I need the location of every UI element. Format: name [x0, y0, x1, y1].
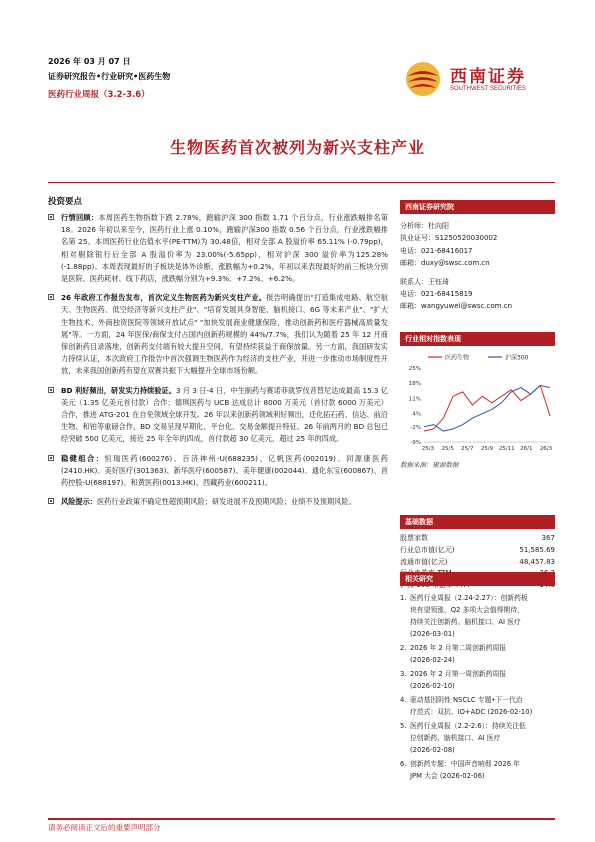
x-tick-label: 25/7 — [461, 446, 474, 452]
x-tick-label: 25/11 — [498, 446, 515, 452]
series-line — [424, 385, 550, 431]
fundamentals-label: 流通市值(亿元) — [400, 557, 448, 566]
related-item — [400, 592, 555, 640]
bullet-square-icon — [48, 498, 54, 504]
contact-line: 联系人：王钰琦 — [400, 277, 449, 286]
bullet-lead: 26 年政府工作报告发布，首次定义生物医药为新兴支柱产业。 — [61, 293, 267, 303]
title-divider — [48, 182, 555, 183]
bullet-item — [48, 292, 388, 377]
related-line: 疗范式：双抗、IO+ADC (2026-02-10) — [410, 708, 533, 716]
x-tick-label: 26/3 — [539, 446, 553, 452]
report-date: 2026 年 03 月 07 日 — [48, 57, 131, 66]
related-list — [400, 592, 555, 782]
analyst-info — [400, 220, 555, 270]
related-line: (2026-03-01) — [410, 630, 455, 638]
sidebar-institute — [400, 200, 555, 313]
related-number: 5. — [400, 722, 407, 730]
fundamentals-value: 367 — [541, 534, 555, 542]
related-line: 块有望领涨，Q2 多项大会值得期待， — [410, 606, 524, 614]
legend-label: 沪深300 — [505, 354, 529, 362]
y-tick-label: 25% — [408, 366, 421, 372]
related-number: 4. — [400, 696, 407, 704]
related-line: 持续关注创新药、脑机接口、AI 医疗 — [410, 618, 521, 626]
bullet-text: 报告明确提出"打造集成电路、航空航天、生物医药、低空经济等新兴支柱产业"、"培育发展具身智能、脑机接口、6G 等未来产业"、"扩大生物技术、外商独资医院等领域开放试点" "加快发展商业健康保险，推动创新药和医疗器械高质量发展"等。一方面，24 年医保/商保支付占国内创新药规模的 44%/7.7%，我们认为随着 25 年 12 月商保创新药目录落地，创新药支付端有较大提升空间，有望持续获益于商保放量。另一方面，我国研发实力持续认证，本次政府工作报告中首次强调生物医药作为经济的支柱产业，并进一步推动市场制度性开放，未来我国创新药有望在双赛共振下大幅提升全球市场份额。 — [61, 293, 389, 376]
analyst-line: 分析师：杜向阳 — [400, 222, 449, 230]
x-tick-label: 25/9 — [480, 446, 494, 452]
sidebar-related — [400, 572, 555, 784]
related-number: 6. — [400, 760, 407, 768]
bullet-square-icon — [48, 455, 54, 461]
related-line: (2026-02-10) — [410, 682, 455, 690]
series-line — [424, 385, 550, 431]
related-item — [400, 642, 555, 666]
bullet-text: 医药行业政策不确定性超预期风险；研发进展不及预期风险；业绩不及预期风险。 — [96, 497, 356, 507]
bullet-text: 3 月 3 日-4 日，中生制药与赛诺菲就罗伐昔替尼达成最高 15.3 亿美元（1.35 亿美元首付款）合作；德琪医药与 UCB 达成总计 8000 万美元（首付款 6000 万美元）合作，推进 ATG-201 在自免领域全球开发。26 年以来创新药领域利好频出，迁化拓石药、信达、前沿生物、和铂等重磅合作，BD 交易呈现早期化、平台化、交易金额提升特征。26 年前两月的 BD 总包已经突破 500 亿美元，接近 25 年全年的四成，首付款超 30 亿美元，超过 25 年的四成。 — [61, 385, 388, 444]
relative-index-chart — [400, 346, 555, 456]
institute-header: 西南证券研究院 — [400, 200, 555, 214]
contact-line: 电话：021-68415819 — [400, 290, 473, 299]
fundamentals-label: 股票家数 — [400, 534, 428, 542]
report-category: 证券研究报告•行业研究•医药生物 — [48, 72, 171, 81]
related-line: 医药行业周报（2.2-2.6）：持续关注低 — [410, 722, 526, 730]
contact-line: 邮箱：wangyuwei@swsc.com.cn — [400, 302, 513, 311]
x-tick-label: 25/5 — [441, 446, 454, 452]
logo-name-cn: 西南证券 — [450, 67, 526, 87]
bullet-item — [48, 385, 388, 446]
fundamentals-label: 行业总市值(亿元) — [400, 545, 455, 554]
fundamentals-row — [400, 545, 555, 557]
related-line: 位创新药、脑机接口、AI 医疗 — [410, 734, 501, 742]
y-tick-label: 18% — [408, 381, 421, 388]
contact-info — [400, 276, 555, 313]
bullet-text: 本周医药生物指数下跌 2.78%，跑输沪深 300 指数 1.71 个百分点，行业涨跌幅排名第 18。2026 年初以来至今，医药行业上涨 0.10%，跑输沪深300 指数 0.56 个百分点，行业涨跌幅排名第 25。本周医药行业估值水平(PE-TTM)为 30.48倍，相对全部 A 股溢价率 65.11% (-0.79pp)，相对剔除银行后全部 A 股溢价率为 23.00%(-5.65pp)，相对沪深 300 溢价率为125.28%(-1.88pp)。本周表现最好的子板块是体外诊断，涨跌幅为+0.2%，年初以来表现最好的前三板块分别是医院、医药耗材、线下药店，涨跌幅分别为+9.3%、+7.2%、+6.2%。 — [61, 213, 388, 284]
logo-mark-icon — [404, 60, 442, 98]
invest-summary-heading: 投资要点 — [48, 197, 83, 207]
related-line: JPM 大会 (2026-02-06) — [410, 772, 485, 780]
brand-logo — [404, 60, 556, 100]
bullet-item — [48, 212, 388, 285]
y-tick-label: -2% — [410, 424, 421, 431]
related-line: (2026-02-24) — [410, 656, 455, 664]
related-number: 3. — [400, 670, 407, 678]
related-item — [400, 668, 555, 692]
fundamentals-header: 基础数据 — [400, 515, 555, 529]
related-line: 驱动基因阴性 NSCLC 专题•下一代治 — [410, 696, 523, 704]
legend-label: 医药生物 — [445, 354, 470, 362]
related-number: 2. — [400, 644, 407, 652]
bullet-lead: BD 利好频出，研发实力持续验证。 — [61, 385, 176, 395]
y-tick-label: 4% — [412, 411, 421, 418]
chart-source: 数据来源：聚源数据 — [400, 461, 459, 469]
bullet-item — [48, 453, 388, 490]
invest-summary-list — [48, 212, 388, 515]
related-item — [400, 758, 555, 782]
related-item — [400, 720, 555, 756]
fundamentals-value: 51,585.69 — [519, 545, 555, 554]
report-type: 医药行业周报（3.2-3.6） — [48, 90, 150, 100]
bullet-lead: 稳健组合： — [61, 453, 105, 463]
related-header: 相关研究 — [400, 572, 555, 586]
chart-header: 行业相对指数表现 — [400, 332, 555, 346]
related-item — [400, 694, 555, 718]
analyst-line: 执业证号：S1250520030002 — [400, 234, 498, 243]
bullet-text: 恒瑞医药(600276)、百济神州-U(688235)、亿帆医药(002019)、同源康医药(2410.HK)、美好医疗(301363)、新华医疗(600587)、美年健康(002044)、通化东宝(600867)、首药控股-U(688197)、和黄医药(0013.HK)、西藏药业(600211)。 — [61, 453, 388, 488]
bullet-square-icon — [48, 214, 54, 220]
fundamentals-row — [400, 557, 555, 569]
related-line: 医药行业周报（2.24-2.27）：创新药板 — [410, 594, 528, 602]
related-line: 创新药专题：中国声音响彻 2026 年 — [410, 760, 520, 768]
bullet-square-icon — [48, 294, 54, 300]
related-line: 2026 年 2 月第二周创新药周报 — [410, 644, 507, 652]
bullet-item — [48, 496, 388, 508]
related-line: (2026-02-08) — [410, 746, 455, 754]
bullet-lead: 风险提示： — [61, 497, 97, 507]
footer-disclaimer: 请务必阅读正文后的重要声明部分 — [48, 823, 161, 832]
related-number: 1. — [400, 594, 407, 602]
y-tick-label: -9% — [410, 440, 421, 446]
analyst-line: 邮箱：duxy@swsc.com.cn — [400, 259, 490, 268]
footer-divider — [48, 818, 555, 820]
bullet-square-icon — [48, 387, 54, 393]
analyst-line: 电话：021-68416017 — [400, 246, 473, 255]
page-title: 生物医药首次被列为新兴支柱产业 — [169, 138, 425, 157]
fundamentals-value: 48,457.83 — [519, 557, 555, 566]
x-tick-label: 26/1 — [520, 446, 533, 452]
bullet-lead: 行情回顾： — [61, 213, 99, 222]
related-line: 2026 年 2 月第一周创新药周报 — [410, 670, 507, 678]
x-tick-label: 25/3 — [421, 446, 435, 452]
y-tick-label: 11% — [408, 396, 421, 403]
logo-name-en: SOUTHWEST SECURITIES — [450, 86, 526, 92]
fundamentals-row — [400, 533, 555, 545]
sidebar-chart — [400, 332, 555, 469]
